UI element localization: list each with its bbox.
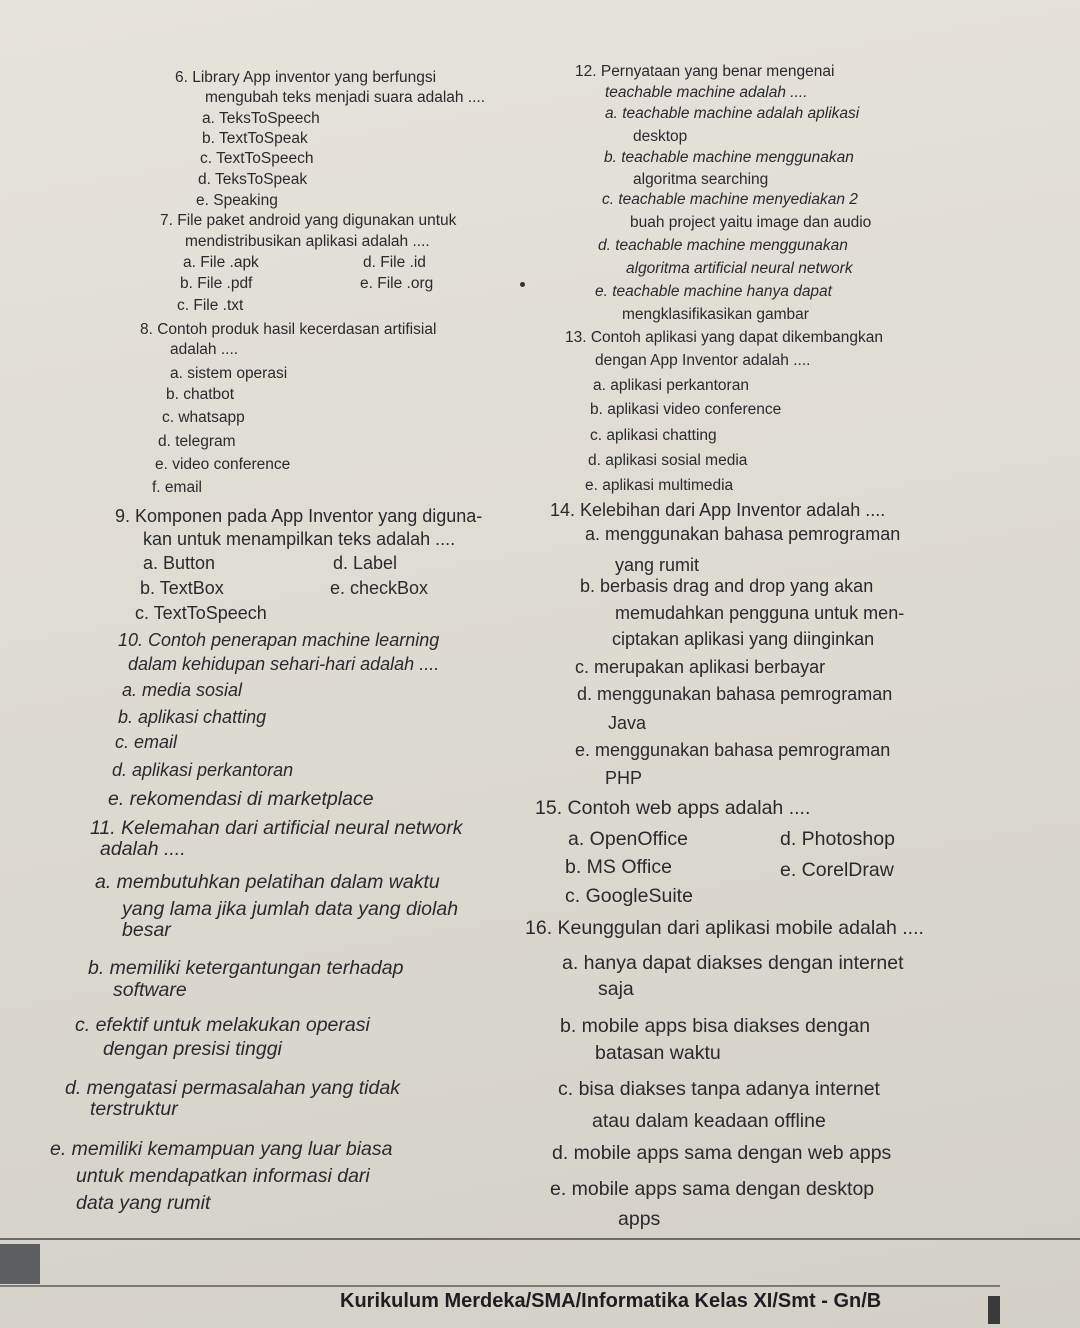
left-text-line: a. TeksToSpeech: [202, 110, 320, 127]
left-text-line: d. Label: [333, 553, 398, 573]
right-text-line: 16. Keunggulan dari aplikasi mobile adalah ....: [525, 917, 924, 939]
left-text-line: d. TeksToSpeak: [198, 171, 308, 188]
right-text-line: e. menggunakan bahasa pemrograman: [575, 740, 891, 760]
left-text-line: mendistribusikan aplikasi adalah ....: [185, 233, 430, 250]
right-text-line: buah project yaitu image dan audio: [630, 214, 872, 231]
right-text-line: d. teachable machine menggunakan: [598, 237, 848, 254]
right-text-line: a. aplikasi perkantoran: [593, 377, 749, 394]
right-text-line: b. teachable machine menggunakan: [604, 149, 854, 166]
left-text-line: dalam kehidupan sehari-hari adalah ....: [128, 654, 440, 674]
right-text-line: atau dalam keadaan offline: [592, 1110, 826, 1132]
left-text-line: d. mengatasi permasalahan yang tidak: [65, 1077, 400, 1099]
left-text-line: a. media sosial: [122, 680, 243, 700]
right-text-line: b. MS Office: [565, 856, 672, 878]
right-text-line: ciptakan aplikasi yang diinginkan: [612, 629, 875, 649]
right-text-line: c. aplikasi chatting: [590, 427, 717, 444]
right-text-line: e. aplikasi multimedia: [585, 477, 734, 494]
footer-divider: [0, 1238, 1080, 1240]
left-text-line: 11. Kelemahan dari artificial neural network: [90, 817, 463, 839]
left-text-line: untuk mendapatkan informasi dari: [76, 1165, 370, 1187]
left-text-line: a. sistem operasi: [170, 365, 288, 382]
ink-dot: [520, 282, 525, 287]
right-text-line: 15. Contoh web apps adalah ....: [535, 797, 811, 819]
left-text-line: f. email: [152, 479, 202, 496]
right-text-line: 13. Contoh aplikasi yang dapat dikembangkan: [565, 329, 883, 346]
right-text-line: Java: [608, 713, 647, 733]
right-text-line: c. teachable machine menyediakan 2: [602, 191, 858, 208]
right-text-line: yang rumit: [615, 555, 700, 575]
right-text-line: saja: [598, 978, 634, 1000]
right-text-line: apps: [618, 1208, 661, 1230]
left-text-line: software: [113, 979, 187, 1001]
right-text-line: e. CorelDraw: [780, 859, 894, 881]
right-text-line: d. aplikasi sosial media: [588, 452, 748, 469]
right-text-line: e. teachable machine hanya dapat: [595, 283, 832, 300]
left-text-line: besar: [122, 919, 171, 941]
left-text-line: c. whatsapp: [162, 409, 245, 426]
right-text-line: desktop: [633, 128, 688, 145]
left-text-line: e. checkBox: [330, 578, 429, 598]
left-text-line: dengan presisi tinggi: [103, 1038, 282, 1060]
right-text-line: dengan App Inventor adalah ....: [595, 352, 811, 369]
left-text-line: d. File .id: [363, 254, 426, 271]
right-text-line: algoritma artificial neural network: [626, 260, 853, 277]
left-text-line: c. File .txt: [177, 297, 244, 314]
left-text-line: b. memiliki ketergantungan terhadap: [88, 957, 404, 979]
left-text-line: 10. Contoh penerapan machine learning: [118, 630, 440, 650]
right-text-line: e. mobile apps sama dengan desktop: [550, 1178, 875, 1200]
left-text-line: b. File .pdf: [180, 275, 253, 292]
left-text-line: c. TextToSpeech: [135, 603, 267, 623]
page-corner-tab: [0, 1244, 40, 1284]
left-text-line: 6. Library App inventor yang berfungsi: [175, 69, 437, 86]
left-text-line: a. Button: [143, 553, 216, 573]
right-text-line: b. mobile apps bisa diakses dengan: [560, 1015, 871, 1037]
left-text-line: 9. Komponen pada App Inventor yang diguna-: [115, 506, 483, 526]
left-text-line: c. TextToSpeech: [200, 150, 314, 167]
left-text-line: adalah ....: [170, 341, 239, 358]
left-text-line: d. aplikasi perkantoran: [112, 760, 294, 780]
left-text-line: data yang rumit: [76, 1192, 211, 1214]
page-footer: Kurikulum Merdeka/SMA/Informatika Kelas XI/Smt - Gn/B: [340, 1290, 882, 1312]
left-text-line: a. File .apk: [183, 254, 259, 271]
left-text-line: e. File .org: [360, 275, 434, 292]
left-text-line: yang lama jika jumlah data yang diolah: [122, 898, 459, 920]
left-text-line: mengubah teks menjadi suara adalah ....: [205, 89, 486, 106]
left-text-line: a. membutuhkan pelatihan dalam waktu: [95, 871, 440, 893]
right-text-line: b. aplikasi video conference: [590, 401, 782, 418]
left-text-line: e. video conference: [155, 456, 291, 473]
left-text-line: e. rekomendasi di marketplace: [108, 788, 374, 810]
left-text-line: b. TextToSpeak: [202, 130, 308, 147]
right-text-line: batasan waktu: [595, 1042, 721, 1064]
left-text-line: e. memiliki kemampuan yang luar biasa: [50, 1138, 393, 1160]
left-text-line: c. efektif untuk melakukan operasi: [75, 1014, 370, 1036]
right-text-line: b. berbasis drag and drop yang akan: [580, 576, 874, 596]
right-text-line: mengklasifikasikan gambar: [622, 306, 809, 323]
left-text-line: b. aplikasi chatting: [118, 707, 267, 727]
left-text-line: kan untuk menampilkan teks adalah ....: [143, 529, 456, 549]
right-text-line: c. bisa diakses tanpa adanya internet: [558, 1078, 880, 1100]
left-text-line: d. telegram: [158, 433, 236, 450]
left-text-line: terstruktur: [90, 1098, 178, 1120]
right-text-line: a. menggunakan bahasa pemrograman: [585, 524, 901, 544]
left-text-line: c. email: [115, 732, 178, 752]
left-text-line: 8. Contoh produk hasil kecerdasan artifisial: [140, 321, 437, 338]
left-text-line: b. TextBox: [140, 578, 224, 598]
footer-underline: [0, 1285, 1000, 1287]
right-text-line: PHP: [605, 768, 643, 788]
left-text-line: b. chatbot: [166, 386, 235, 403]
right-text-line: d. mobile apps sama dengan web apps: [552, 1142, 892, 1164]
right-text-line: algoritma searching: [633, 171, 769, 188]
left-text-line: adalah ....: [100, 838, 186, 860]
right-text-line: c. merupakan aplikasi berbayar: [575, 657, 826, 677]
page-edge-mark: [988, 1296, 1000, 1324]
right-text-line: a. OpenOffice: [568, 828, 688, 850]
right-text-line: d. Photoshop: [780, 828, 895, 850]
left-text-line: e. Speaking: [196, 192, 278, 209]
left-text-line: 7. File paket android yang digunakan untuk: [160, 212, 457, 229]
right-text-line: d. menggunakan bahasa pemrograman: [577, 684, 893, 704]
right-text-line: a. teachable machine adalah aplikasi: [605, 105, 860, 122]
right-text-line: memudahkan pengguna untuk men-: [615, 603, 905, 623]
right-text-line: c. GoogleSuite: [565, 885, 693, 907]
right-text-line: 14. Kelebihan dari App Inventor adalah ....: [550, 500, 886, 520]
right-text-line: a. hanya dapat diakses dengan internet: [562, 952, 904, 974]
right-text-line: 12. Pernyataan yang benar mengenai: [575, 63, 835, 80]
right-text-line: teachable machine adalah ....: [605, 84, 808, 101]
